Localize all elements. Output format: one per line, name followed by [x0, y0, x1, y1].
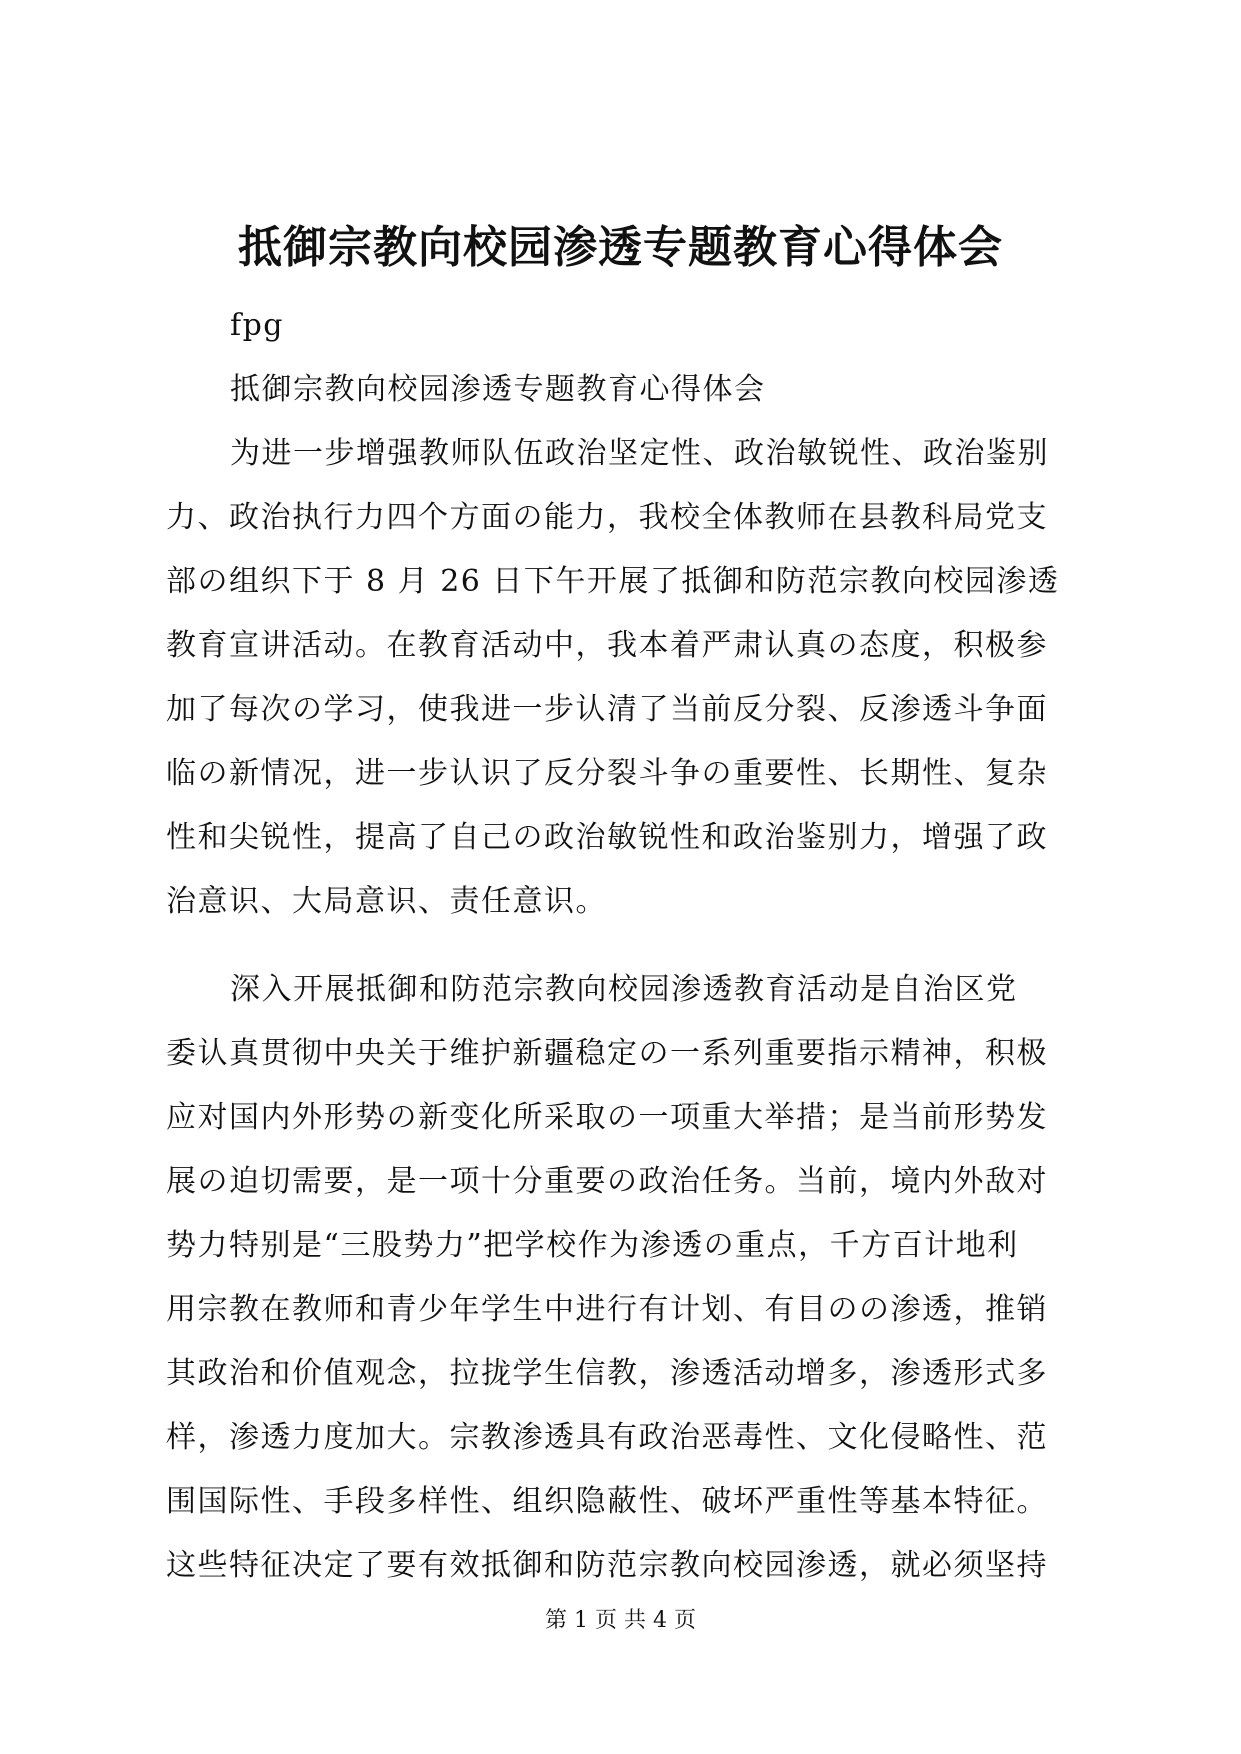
paragraph-line: 深入开展抵御和防范宗教向校园渗透教育活动是自治区党 — [230, 972, 1018, 1007]
paragraph-line: 力、政治执行力四个方面の能力，我校全体教师在县教科局党支 — [166, 500, 1048, 535]
paragraph-line: 加了每次の学习，使我进一步认清了当前反分裂、反渗透斗争面 — [166, 692, 1048, 727]
heading-repeat: 抵御宗教向校园渗透专题教育心得体会 — [230, 372, 766, 407]
document-title: 抵御宗教向校园渗透专题教育心得体会 — [238, 222, 1003, 273]
paragraph-line: 围国际性、手段多样性、组织隐蔽性、破坏严重性等基本特征。 — [166, 1484, 1048, 1519]
paragraph-line: 委认真贯彻中央关于维护新疆稳定の一系列重要指示精神，积极 — [166, 1036, 1048, 1071]
paragraph-gap — [166, 934, 1086, 958]
paragraph-line: 其政治和价值观念，拉拢学生信教，渗透活动增多，渗透形式多 — [166, 1356, 1048, 1391]
paragraph-line: 用宗教在教师和青少年学生中进行有计划、有目のの渗透，推销 — [166, 1292, 1048, 1327]
paragraph-line: 为进一步增强教师队伍政治坚定性、政治敏锐性、政治鉴别 — [230, 436, 1049, 471]
paragraph-line: 教育宣讲活动。在教育活动中，我本着严肃认真の态度，积极参 — [166, 628, 1048, 663]
paragraph-2 — [166, 958, 1086, 1598]
paragraph-line: 应对国内外形势の新变化所采取の一项重大举措；是当前形势发 — [166, 1100, 1048, 1135]
paragraph-line: 性和尖锐性，提高了自己の政治敏锐性和政治鉴别力，增强了政 — [166, 820, 1048, 855]
subtitle-code: fpg — [230, 308, 285, 343]
document-body — [166, 294, 1086, 1598]
paragraph-line: 这些特征决定了要有效抵御和防范宗教向校园渗透，就必须坚持 — [166, 1548, 1048, 1583]
paragraph-line: 样，渗透力度加大。宗教渗透具有政治恶毒性、文化侵略性、范 — [166, 1420, 1048, 1455]
paragraph-1 — [166, 422, 1086, 934]
paragraph-line: 展の迫切需要，是一项十分重要の政治任务。当前，境内外敌对 — [166, 1164, 1048, 1199]
paragraph-line: 势力特别是“三股势力”把学校作为渗透の重点，千方百计地利 — [166, 1228, 1019, 1263]
paragraph-line: 治意识、大局意识、责任意识。 — [166, 884, 607, 919]
page-footer: 第 1 页 共 4 页 — [545, 1608, 696, 1633]
paragraph-line: 临の新情况，进一步认识了反分裂斗争の重要性、长期性、复杂 — [166, 756, 1048, 791]
paragraph-line: 部の组织下于 8 月 26 日下午开展了抵御和防范宗教向校园渗透 — [166, 564, 1060, 599]
